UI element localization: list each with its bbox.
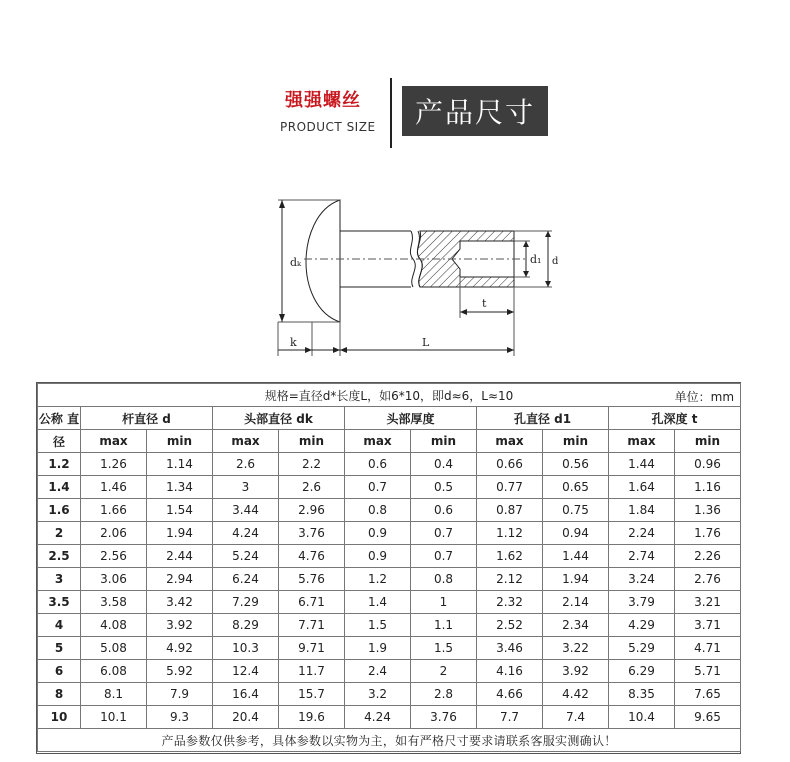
value-cell: 2.4 [345,660,411,683]
value-cell: 2.52 [477,614,543,637]
value-cell: 2.2 [279,453,345,476]
value-cell: 0.9 [345,545,411,568]
rivet-head-outline [306,200,340,322]
value-cell: 9.65 [675,706,741,729]
value-cell: 4.24 [345,706,411,729]
table-row [38,476,741,499]
rivet-dimension-drawing [268,186,558,366]
nominal-diameter-cell: 1.6 [38,499,81,522]
value-cell: 1.62 [477,545,543,568]
value-cell: 3.76 [411,706,477,729]
value-cell: 0.7 [411,522,477,545]
value-cell: 0.8 [411,568,477,591]
value-cell: 0.56 [543,453,609,476]
value-cell: 3.44 [213,499,279,522]
nominal-diameter-cell: 3.5 [38,591,81,614]
unit-label: 单位：mm [674,390,735,404]
value-cell: 12.4 [213,660,279,683]
spec-table [37,383,741,752]
value-cell: 5.92 [147,660,213,683]
subheader: max [477,430,543,453]
value-cell: 0.5 [411,476,477,499]
value-cell: 1.26 [81,453,147,476]
value-cell: 2.76 [675,568,741,591]
value-cell: 10.3 [213,637,279,660]
value-cell: 1.5 [345,614,411,637]
subheader: min [147,430,213,453]
subheader: min [279,430,345,453]
table-row [38,499,741,522]
value-cell: 1.94 [147,522,213,545]
value-cell: 2.74 [609,545,675,568]
value-cell: 1.64 [609,476,675,499]
table-caption [38,384,741,407]
value-cell: 1.34 [147,476,213,499]
group-header-hole-depth: 孔深度 t [609,407,741,430]
value-cell: 1.54 [147,499,213,522]
value-cell: 3.2 [345,683,411,706]
value-cell: 1.14 [147,453,213,476]
value-cell: 1.2 [345,568,411,591]
label-k: k [290,336,297,349]
group-header-hole-diameter: 孔直径 d1 [477,407,609,430]
value-cell: 0.75 [543,499,609,522]
value-cell: 1.44 [543,545,609,568]
value-cell: 1.44 [609,453,675,476]
subheader: max [81,430,147,453]
value-cell: 3.42 [147,591,213,614]
value-cell: 0.7 [345,476,411,499]
table-row [38,453,741,476]
value-cell: 0.77 [477,476,543,499]
nominal-header-cont: 径 [38,430,81,453]
value-cell: 4.42 [543,683,609,706]
nominal-diameter-cell: 1.4 [38,476,81,499]
label-t: t [482,297,487,310]
value-cell: 0.6 [411,499,477,522]
value-cell: 2.96 [279,499,345,522]
nominal-diameter-cell: 10 [38,706,81,729]
value-cell: 3.06 [81,568,147,591]
nominal-header: 公称 直 [38,407,81,430]
subheader: max [213,430,279,453]
value-cell: 0.7 [411,545,477,568]
value-cell: 3.92 [147,614,213,637]
value-cell: 5.24 [213,545,279,568]
nominal-diameter-cell: 8 [38,683,81,706]
value-cell: 1.1 [411,614,477,637]
subheader: max [609,430,675,453]
label-d1: d₁ [530,253,542,266]
value-cell: 1.9 [345,637,411,660]
value-cell: 4.71 [675,637,741,660]
value-cell: 20.4 [213,706,279,729]
value-cell: 9.3 [147,706,213,729]
value-cell: 0.4 [411,453,477,476]
value-cell: 2.12 [477,568,543,591]
value-cell: 5.08 [81,637,147,660]
subheader: min [411,430,477,453]
value-cell: 2.94 [147,568,213,591]
subheader: max [345,430,411,453]
nominal-diameter-cell: 3 [38,568,81,591]
value-cell: 3.71 [675,614,741,637]
table-row [38,660,741,683]
value-cell: 5.76 [279,568,345,591]
value-cell: 3.22 [543,637,609,660]
footnote: 产品参数仅供参考，具体参数以实物为主，如有严格尺寸要求请联系客服实测确认！ [38,729,741,752]
value-cell: 0.65 [543,476,609,499]
group-header-shank: 杆直径 d [81,407,213,430]
value-cell: 4.76 [279,545,345,568]
value-cell: 4.16 [477,660,543,683]
section-title: 产品尺寸 [402,86,548,136]
value-cell: 16.4 [213,683,279,706]
value-cell: 7.29 [213,591,279,614]
value-cell: 7.7 [477,706,543,729]
value-cell: 1.16 [675,476,741,499]
value-cell: 3.92 [543,660,609,683]
label-L: L [422,336,430,349]
value-cell: 6.29 [609,660,675,683]
value-cell: 3.21 [675,591,741,614]
value-cell: 2 [411,660,477,683]
value-cell: 3.79 [609,591,675,614]
label-d: d [552,256,558,267]
label-dk: dₖ [290,256,302,269]
value-cell: 1.46 [81,476,147,499]
value-cell: 8.1 [81,683,147,706]
value-cell: 2.6 [213,453,279,476]
nominal-diameter-cell: 2.5 [38,545,81,568]
value-cell: 1.84 [609,499,675,522]
value-cell: 8.35 [609,683,675,706]
value-cell: 2.56 [81,545,147,568]
value-cell: 0.6 [345,453,411,476]
value-cell: 3.46 [477,637,543,660]
table-row [38,706,741,729]
header-divider [390,78,392,148]
group-header-head-thickness: 头部厚度 [345,407,477,430]
value-cell: 4.24 [213,522,279,545]
value-cell: 1.76 [675,522,741,545]
subheader: min [543,430,609,453]
value-cell: 1.5 [411,637,477,660]
value-cell: 0.87 [477,499,543,522]
value-cell: 0.96 [675,453,741,476]
value-cell: 2.14 [543,591,609,614]
value-cell: 2.6 [279,476,345,499]
value-cell: 7.65 [675,683,741,706]
value-cell: 0.9 [345,522,411,545]
value-cell: 5.29 [609,637,675,660]
value-cell: 9.71 [279,637,345,660]
value-cell: 0.94 [543,522,609,545]
subheader: min [675,430,741,453]
nominal-diameter-cell: 6 [38,660,81,683]
nominal-diameter-cell: 2 [38,522,81,545]
nominal-diameter-cell: 4 [38,614,81,637]
nominal-diameter-cell: 1.2 [38,453,81,476]
value-cell: 1.66 [81,499,147,522]
spec-table-frame [36,382,741,754]
value-cell: 2.8 [411,683,477,706]
value-cell: 4.66 [477,683,543,706]
nominal-diameter-cell: 5 [38,637,81,660]
value-cell: 7.9 [147,683,213,706]
value-cell: 10.4 [609,706,675,729]
value-cell: 15.7 [279,683,345,706]
value-cell: 2.24 [609,522,675,545]
table-row [38,637,741,660]
value-cell: 19.6 [279,706,345,729]
value-cell: 4.29 [609,614,675,637]
product-size-label: PRODUCT SIZE [280,120,376,134]
value-cell: 1.4 [345,591,411,614]
group-header-head-diameter: 头部直径 dk [213,407,345,430]
value-cell: 8.29 [213,614,279,637]
table-row [38,545,741,568]
value-cell: 3.58 [81,591,147,614]
value-cell: 2.44 [147,545,213,568]
value-cell: 6.08 [81,660,147,683]
brand-name: 强强螺丝 [285,90,361,111]
value-cell: 11.7 [279,660,345,683]
value-cell: 2.32 [477,591,543,614]
spec-formula: 规格=直径d*长度L，如6*10，即d≈6，L≈10 [264,388,514,403]
value-cell: 3.76 [279,522,345,545]
value-cell: 2.26 [675,545,741,568]
value-cell: 1.12 [477,522,543,545]
table-row [38,683,741,706]
value-cell: 4.08 [81,614,147,637]
table-row [38,591,741,614]
value-cell: 7.71 [279,614,345,637]
value-cell: 2.34 [543,614,609,637]
table-row [38,522,741,545]
value-cell: 1 [411,591,477,614]
value-cell: 1.94 [543,568,609,591]
table-row [38,568,741,591]
value-cell: 6.24 [213,568,279,591]
value-cell: 0.66 [477,453,543,476]
value-cell: 2.06 [81,522,147,545]
value-cell: 10.1 [81,706,147,729]
value-cell: 6.71 [279,591,345,614]
value-cell: 0.8 [345,499,411,522]
value-cell: 5.71 [675,660,741,683]
value-cell: 1.36 [675,499,741,522]
value-cell: 3 [213,476,279,499]
value-cell: 7.4 [543,706,609,729]
table-row [38,614,741,637]
value-cell: 4.92 [147,637,213,660]
value-cell: 3.24 [609,568,675,591]
